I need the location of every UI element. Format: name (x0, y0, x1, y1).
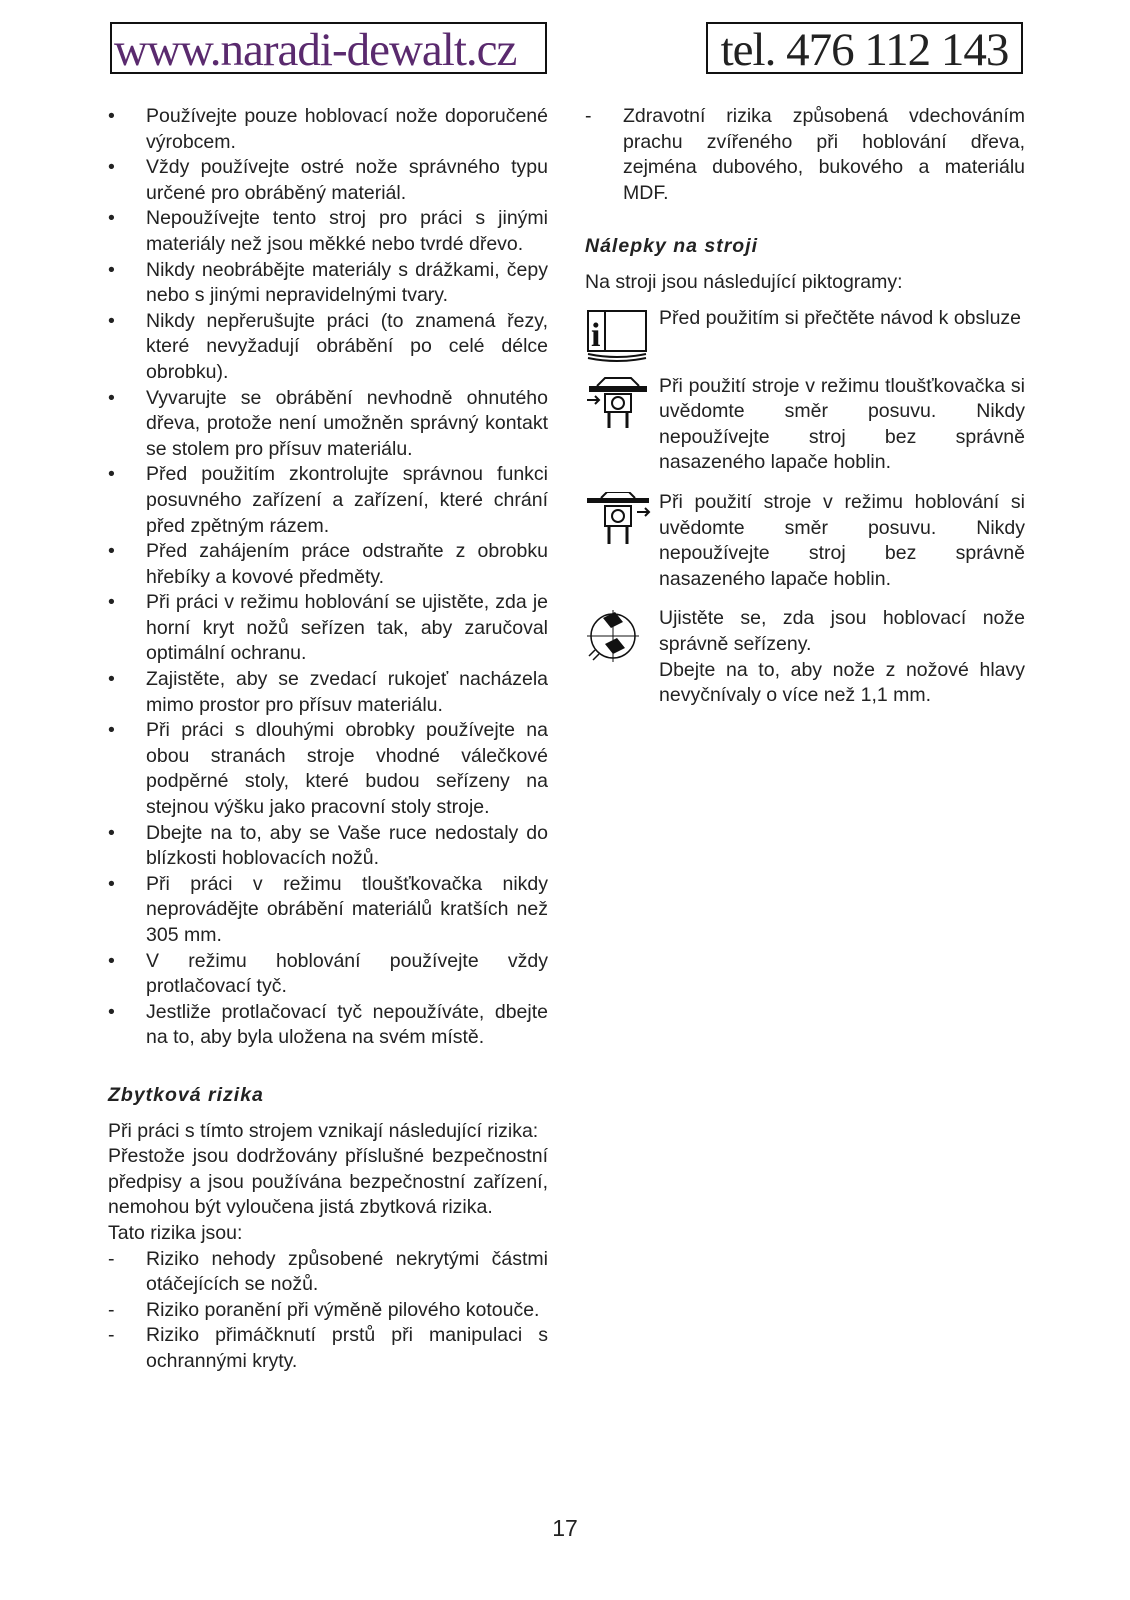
left-column (108, 104, 548, 1375)
list-item: • Nikdy nepřerušujte práci (to znamená řezy, které nevyžadují obrábění po celé délce obrobku). (108, 309, 548, 383)
pictogram-row (585, 306, 1025, 360)
safety-bullet-list (108, 104, 548, 1051)
list-item: • Nepoužívejte tento stroj pro práci s jinými materiály než jsou měkké nebo tvrdé dřevo. (108, 207, 548, 255)
website-banner[interactable] (110, 22, 547, 74)
page-number: 17 (552, 1515, 578, 1541)
list-item: • Před použitím zkontrolujte správnou funkci posuvného zařízení a zařízení, které chrání před zpětným rázem. (108, 463, 548, 537)
website-url[interactable]: www.naradi-dewalt.cz (114, 24, 517, 74)
pictogram-row (585, 490, 1025, 592)
pictogram-text: Před použitím si přečtěte návod k obsluze (659, 306, 1022, 329)
list-item: • Nikdy neobrábějte materiály s drážkami, čepy nebo s jinými nepravidelnými tvary. (108, 258, 548, 307)
thicknesser-mode-icon (585, 376, 651, 432)
list-item: • Při práci v režimu hoblování se ujistěte, zda je horní kryt nožů seřízen tak, aby zaručoval optimální ochranu. (108, 591, 548, 665)
list-item: - Zdravotní rizika způsobená vdechováním prachu zvířeného při hoblování dřeva, zejména dubového, bukového a materiálu MDF. (585, 105, 1025, 204)
list-item: - Riziko přimáčknutí prstů při manipulaci s ochrannými kryty. (108, 1324, 548, 1372)
list-item: - Riziko nehody způsobené nekrytými částmi otáčejících se nožů. (108, 1247, 548, 1296)
pictogram-text: Při použití stroje v režimu tloušťkovačka si uvědomte směr posuvu. Nikdy nepoužívejte stroj bez správně nasazeného lapače hoblin. (659, 374, 1025, 474)
list-item: • Používejte pouze hoblovací nože doporučené výrobcem. (108, 105, 548, 153)
residual-intro: Tato rizika jsou: (108, 1221, 243, 1244)
phone-banner (706, 22, 1023, 74)
svg-text:i: i (591, 316, 601, 354)
pictogram-text: Dbejte na to, aby nože z nožové hlavy nevyčnívaly o více než 1,1 mm. (659, 658, 1025, 707)
list-item: • Při práci v režimu tloušťkovačka nikdy neprovádějte obrábění materiálů kratších než 305 mm. (108, 872, 548, 946)
list-item: • Jestliže protlačovací tyč nepoužíváte, dbejte na to, aby byla uložena na svém místě. (108, 1000, 548, 1049)
risk-list (108, 1247, 548, 1375)
list-item: • Zajistěte, aby se zvedací rukojeť nacházela mimo prostor pro přísuv materiálu. (108, 668, 548, 716)
right-column (585, 104, 1025, 709)
list-item: • Před zahájením práce odstraňte z obrobku hřebíky a kovové předměty. (108, 540, 548, 588)
pictogram-text: Při použití stroje v režimu hoblování si uvědomte směr posuvu. Nikdy nepoužívejte stroj bez správně nasazeného lapače hoblin. (659, 490, 1025, 590)
residual-risks-heading: Zbytková rizika (108, 1083, 264, 1106)
pictogram-row (585, 374, 1025, 476)
pictogram-row (585, 606, 1025, 708)
pictogram-text: Ujistěte se, zda jsou hoblovací nože správně seřízeny. (659, 607, 1025, 655)
knife-setting-icon (585, 608, 651, 664)
planer-mode-icon (585, 492, 651, 548)
list-item: - Riziko poranění při výměně pilového kotouče. (108, 1298, 540, 1321)
list-item: • Dbejte na to, aby se Vaše ruce nedostaly do blízkosti hoblovacích nožů. (108, 821, 548, 870)
list-item: • Vždy používejte ostré nože správného typu určené pro obráběný materiál. (108, 156, 548, 204)
phone-number: tel. 476 112 143 (720, 24, 1009, 74)
residual-intro: Při práci s tímto strojem vznikají následující rizika: (108, 1119, 539, 1142)
machine-labels-heading: Nálepky na stroji (585, 235, 759, 258)
risk-list (585, 104, 1025, 206)
list-item: • Při práci s dlouhými obrobky používejte na obou stranách stroje vhodné válečkové podpěrné stoly, které budou seřízeny na stejnou výšku jako pracovní stoly stroje. (108, 719, 548, 819)
list-item: • V režimu hoblování používejte vždy protlačovací tyč. (108, 949, 548, 998)
list-item: • Vyvarujte se obrábění nevhodně ohnutého dřeva, protože není umožněn správný kontakt se stolem pro přísuv materiálu. (108, 386, 548, 460)
residual-intro: Přestože jsou dodržovány příslušné bezpečnostní předpisy a jsou používána bezpečnostní zařízení, nemohou být vyloučena jistá zbytková rizika. (108, 1145, 548, 1219)
labels-intro: Na stroji jsou následující piktogramy: (585, 270, 903, 293)
manual-book-icon (585, 308, 651, 364)
